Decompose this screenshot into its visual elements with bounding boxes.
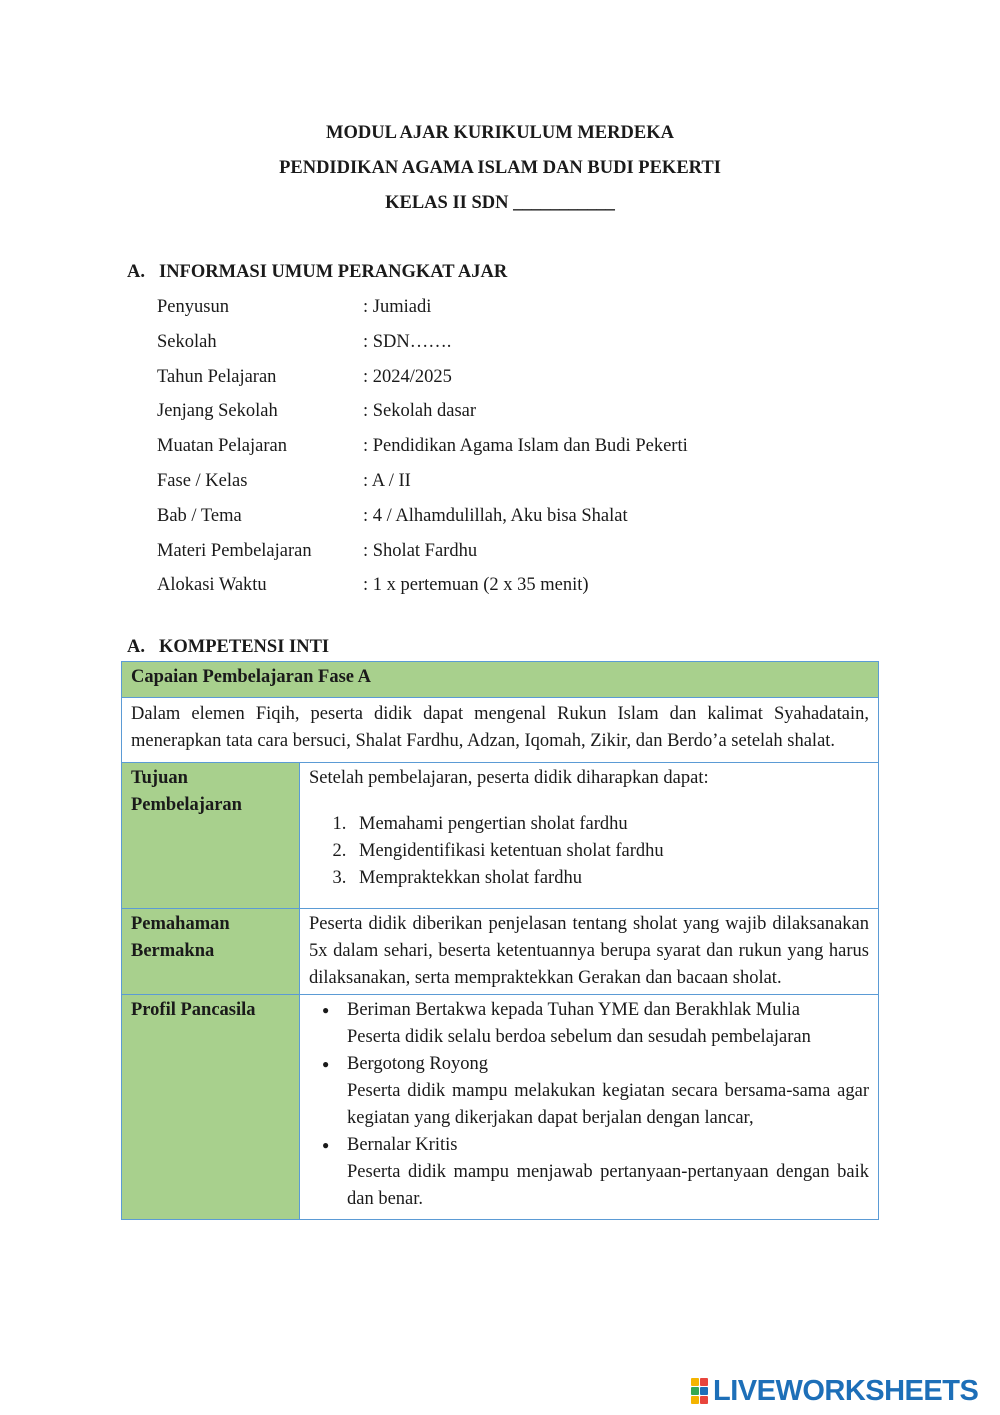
pemahaman-label [122,909,300,995]
tujuan-intro: Setelah pembelajaran, peserta didik diharapkan dapat: [309,768,709,788]
pemahaman-label-line2: Bermakna [131,941,215,961]
doc-title-line2: PENDIDIKAN AGAMA ISLAM DAN BUDI PEKERTI [279,158,721,178]
kompetensi-table [121,661,879,1220]
profil-content [300,995,879,1220]
bullet-icon: ● [322,1138,330,1152]
tujuan-item: 3. Mempraktekkan sholat fardhu [351,865,869,892]
logo-tiles-icon [691,1378,708,1404]
info-value: : Jumiadi [363,297,432,317]
tujuan-list [309,811,869,892]
logo-tile [700,1396,708,1404]
capaian-header-row [122,662,879,698]
profil-item-desc: Peserta didik mampu menjawab pertanyaan-pertanyaan dengan baik dan benar. [347,1162,869,1209]
info-value: : Sholat Fardhu [363,540,478,561]
tujuan-label-line2: Pembelajaran [131,795,242,815]
section-heading-kompetensi [127,637,329,658]
profil-item [322,1132,869,1213]
logo-tile [700,1387,708,1395]
profil-list [309,997,869,1213]
doc-title-line1: MODUL AJAR KURIKULUM MERDEKA [326,123,674,143]
info-label: Materi Pembelajaran [157,540,312,561]
info-value: : A / II [363,471,411,491]
capaian-header: Capaian Pembelajaran Fase A [122,662,879,698]
tujuan-label [122,763,300,909]
section-number: A. [127,262,145,282]
tujuan-row [122,763,879,909]
tujuan-content [300,763,879,909]
info-label: Jenjang Sekolah [157,401,278,422]
tujuan-item: 2. Mengidentifikasi ketentuan sholat fardhu [351,838,869,865]
liveworksheets-logo [691,1375,978,1407]
info-value: : Pendidikan Agama Islam dan Budi Pekerti [363,436,688,457]
pemahaman-row [122,909,879,995]
doc-title-line3: KELAS II SDN ___________ [385,193,615,213]
capaian-text-row [122,698,879,763]
info-value: : SDN……. [363,331,452,352]
info-label: Sekolah [157,331,217,352]
logo-tile [700,1378,708,1386]
info-value: : Sekolah dasar [363,401,477,422]
profil-item-title: Bergotong Royong [347,1054,488,1074]
profil-item-desc: Peserta didik mampu melakukan kegiatan secara bersama-sama agar kegiatan yang dikerjakan dapat berjalan dengan lancar, [347,1081,869,1128]
tujuan-item: 1. Memahami pengertian sholat fardhu [351,811,869,838]
tujuan-label-line1: Tujuan [131,768,188,788]
profil-item-title: Bernalar Kritis [347,1135,458,1155]
bullet-icon: ● [322,1003,330,1017]
pemahaman-label-line1: Pemahaman [131,914,230,934]
section-heading-informasi [127,262,507,283]
capaian-text: Dalam elemen Fiqih, peserta didik dapat mengenal Rukun Islam dan kalimat Syahadatain, menerapkan tata cara bersuci, Shalat Fardhu, Adzan, Iqomah, Zikir, dan Berdo’a setelah shalat. [122,698,879,763]
info-value: : 4 / Alhamdulillah, Aku bisa Shalat [363,505,628,526]
info-value: : 2024/2025 [363,366,452,387]
profil-item [322,1051,869,1132]
logo-tile [691,1396,699,1404]
info-label: Tahun Pelajaran [157,366,277,387]
info-value: : 1 x pertemuan (2 x 35 menit) [363,575,589,596]
logo-tile [691,1387,699,1395]
info-label: Alokasi Waktu [157,575,267,596]
profil-item-title: Beriman Bertakwa kepada Tuhan YME dan Berakhlak Mulia [347,1000,800,1020]
section-number: A. [127,637,145,657]
logo-text: LIVEWORKSHEETS [713,1374,979,1407]
bullet-icon: ● [322,1057,330,1071]
logo-tile [691,1378,699,1386]
info-label: Fase / Kelas [157,471,248,491]
profil-item-desc: Peserta didik selalu berdoa sebelum dan sesudah pembelajaran [347,1027,811,1047]
info-label: Muatan Pelajaran [157,436,287,457]
profil-item [322,997,869,1051]
section-title: INFORMASI UMUM PERANGKAT AJAR [159,262,508,282]
section-title: KOMPETENSI INTI [159,637,330,657]
info-label: Penyusun [157,297,229,317]
profil-label: Profil Pancasila [122,995,300,1220]
profil-row [122,995,879,1220]
pemahaman-text: Peserta didik diberikan penjelasan tentang sholat yang wajib dilaksanakan 5x dalam sehari, beserta ketentuannya berupa syarat dan rukun yang harus dilaksanakan, serta mempraktekkan Gerakan dan bacaan sholat. [300,909,879,995]
info-label: Bab / Tema [157,505,242,526]
